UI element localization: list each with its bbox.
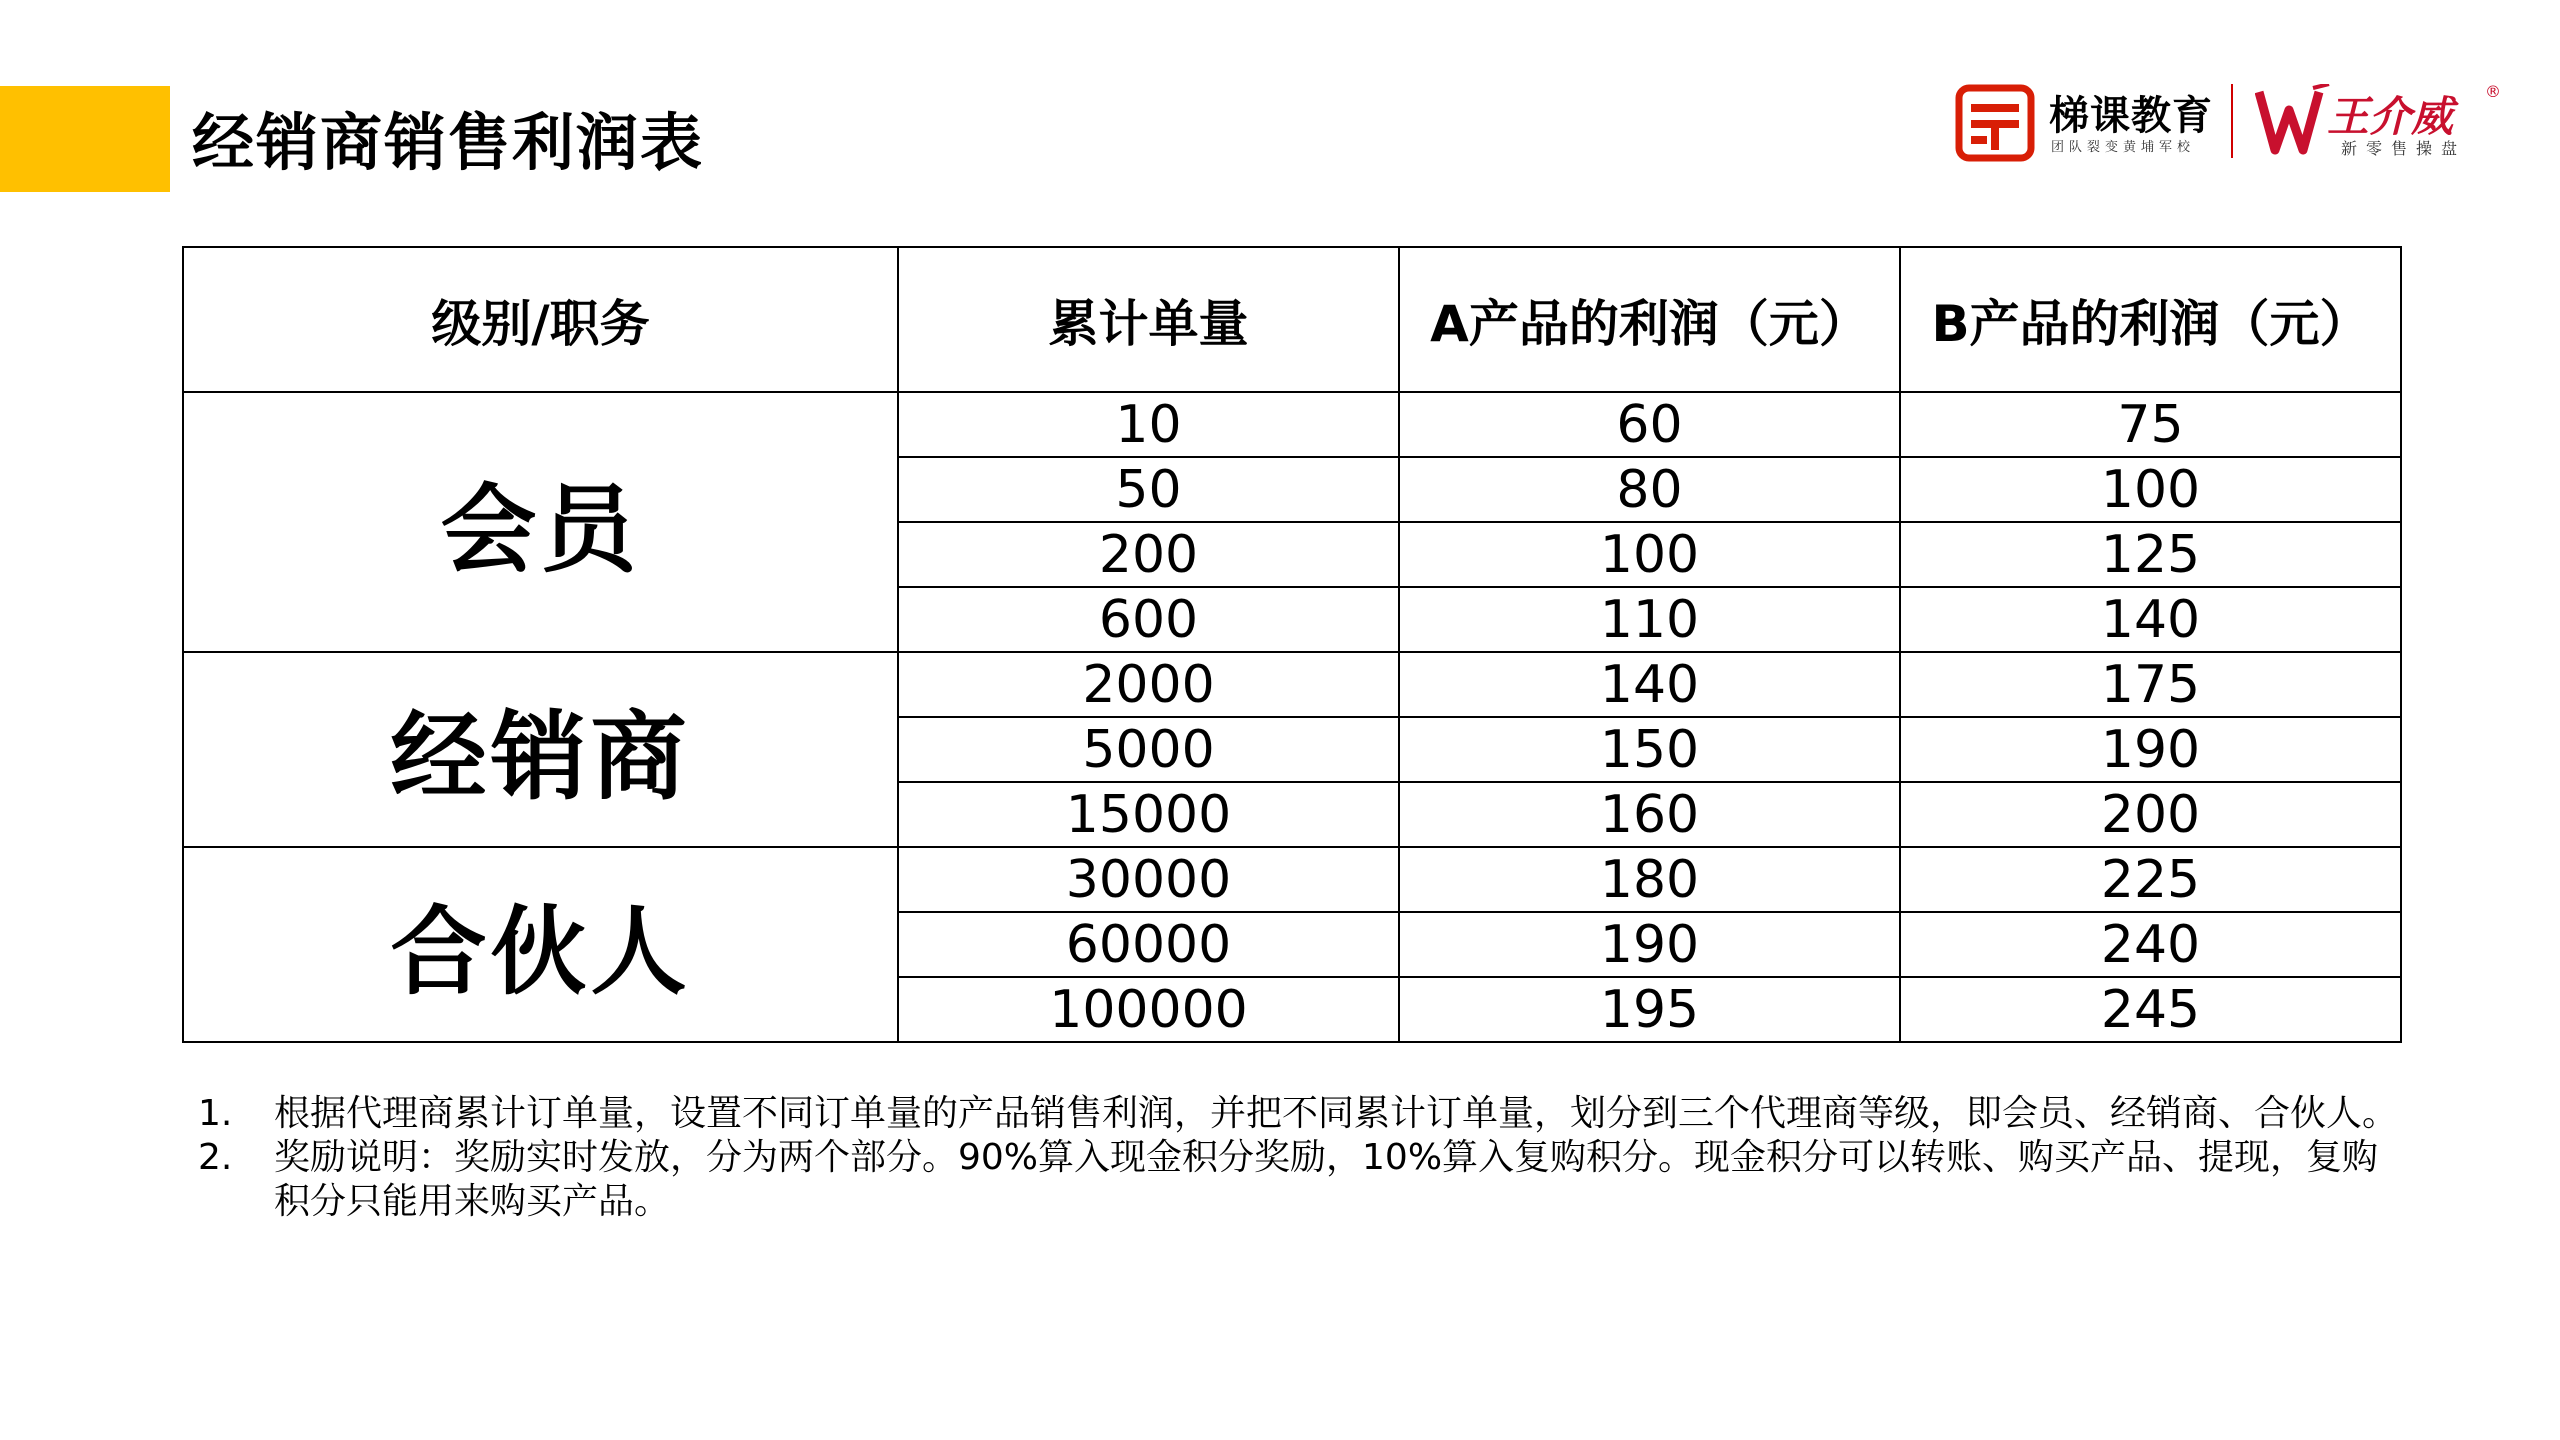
profit-a-cell: 180	[1399, 847, 1900, 912]
profit-b-cell: 75	[1900, 392, 2401, 457]
level-cell-member: 会员	[183, 392, 898, 652]
brand-a-name: 梯课教育	[2049, 93, 2213, 139]
profit-table	[182, 246, 2402, 1043]
title-accent-bar	[0, 86, 170, 192]
profit-b-cell: 225	[1900, 847, 2401, 912]
profit-a-cell: 80	[1399, 457, 1900, 522]
brand-b-tagline: 新零售操盘	[2341, 139, 2467, 158]
profit-b-cell: 175	[1900, 652, 2401, 717]
quantity-cell: 200	[898, 522, 1399, 587]
brand-a-tagline: 团队裂变黄埔军校	[2051, 140, 2196, 155]
quantity-cell: 30000	[898, 847, 1399, 912]
profit-a-cell: 140	[1399, 652, 1900, 717]
profit-b-cell: 125	[1900, 522, 2401, 587]
quantity-cell: 10	[898, 392, 1399, 457]
quantity-cell: 50	[898, 457, 1399, 522]
level-cell-distributor: 经销商	[183, 652, 898, 847]
table-header-row	[183, 247, 2401, 392]
registered-mark: ®	[2485, 82, 2501, 101]
brand-b-name: 王介威	[2327, 92, 2454, 141]
profit-b-cell: 240	[1900, 912, 2401, 977]
note-item	[198, 1092, 2398, 1136]
quantity-cell: 600	[898, 587, 1399, 652]
w-logo-icon	[2255, 84, 2335, 156]
profit-b-cell: 245	[1900, 977, 2401, 1042]
column-header-level: 级别/职务	[183, 247, 898, 392]
quantity-cell: 60000	[898, 912, 1399, 977]
quantity-cell: 2000	[898, 652, 1399, 717]
profit-a-cell: 110	[1399, 587, 1900, 652]
table-row	[183, 652, 2401, 717]
note-item	[198, 1136, 2398, 1224]
profit-a-cell: 190	[1399, 912, 1900, 977]
profit-a-cell: 100	[1399, 522, 1900, 587]
column-header-profit-b: B产品的利润（元）	[1900, 247, 2401, 392]
note-number: 1.	[198, 1093, 233, 1134]
profit-b-cell: 200	[1900, 782, 2401, 847]
profit-a-cell: 60	[1399, 392, 1900, 457]
level-cell-partner: 合伙人	[183, 847, 898, 1042]
table-row	[183, 392, 2401, 457]
table-row	[183, 847, 2401, 912]
notes-list	[198, 1092, 2398, 1224]
quantity-cell: 5000	[898, 717, 1399, 782]
page-title: 经销商销售利润表	[192, 106, 705, 179]
logo-group	[1955, 78, 2515, 168]
quantity-cell: 15000	[898, 782, 1399, 847]
profit-a-cell: 160	[1399, 782, 1900, 847]
tike-logo-icon	[1955, 84, 2035, 162]
profit-a-cell: 150	[1399, 717, 1900, 782]
quantity-cell: 100000	[898, 977, 1399, 1042]
profit-b-cell: 190	[1900, 717, 2401, 782]
profit-a-cell: 195	[1399, 977, 1900, 1042]
column-header-profit-a: A产品的利润（元）	[1399, 247, 1900, 392]
profit-b-cell: 100	[1900, 457, 2401, 522]
column-header-quantity: 累计单量	[898, 247, 1399, 392]
logo-divider	[2231, 84, 2233, 158]
note-text: 根据代理商累计订单量，设置不同订单量的产品销售利润，并把不同累计订单量，划分到三个代理商等级，即会员、经销商、合伙人。	[274, 1093, 2399, 1134]
note-text: 奖励说明：奖励实时发放，分为两个部分。90%算入现金积分奖励，10%算入复购积分。现金积分可以转账、购买产品、提现，复购积分只能用来购买产品。	[274, 1137, 2379, 1222]
note-number: 2.	[198, 1137, 233, 1178]
profit-b-cell: 140	[1900, 587, 2401, 652]
